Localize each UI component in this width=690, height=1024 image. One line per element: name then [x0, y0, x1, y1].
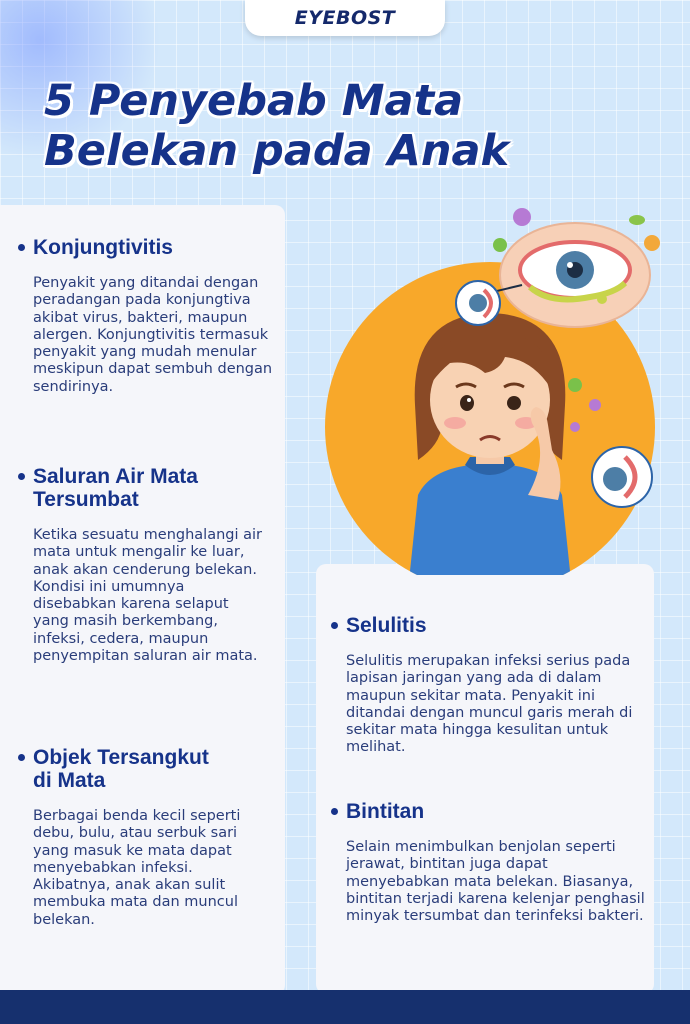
germ-icon: [629, 215, 645, 225]
germ-icon: [493, 238, 507, 252]
brand-logo-text: EYEBOST: [294, 7, 396, 29]
section-heading: Objek Tersangkut di Mata: [33, 746, 209, 792]
bullet-icon: [18, 754, 25, 761]
section-selulitis: [331, 614, 636, 757]
page-title: [44, 76, 664, 176]
section-konjungtivitis: [18, 236, 273, 396]
section-body: Selulitis merupakan infeksi serius pada lapisan jaringan yang ada di dalam maupun sekitar mata. Penyakit ini ditandai dengan muncul garis merah di sekitar mata hingga kesulitan untuk melihat.: [346, 653, 633, 756]
section-heading: Saluran Air Mata Tersumbat: [33, 465, 198, 511]
section-heading: Konjungtivitis: [33, 236, 173, 259]
germ-icon: [644, 235, 660, 251]
bullet-icon: [331, 808, 338, 815]
section-heading: Bintitan: [346, 800, 425, 823]
section-bintitan: [331, 800, 646, 925]
section-saluran-air-mata: [18, 465, 268, 665]
germ-icon: [589, 399, 601, 411]
section-body: Penyakit yang ditandai dengan peradangan pada konjungtiva akibat virus, bakteri, maupun alergen. Konjungtivitis termasuk penyakit yang mudah menular meskipun dapat sembuh dengan sendirinya.: [33, 275, 273, 395]
title-line-2: Belekan pada Anak: [44, 126, 510, 176]
germ-icon: [513, 208, 531, 226]
bullet-icon: [331, 622, 338, 629]
germ-icon: [570, 422, 580, 432]
section-objek-tersangkut: [18, 746, 241, 929]
child-eye-illustration: [300, 195, 690, 575]
section-body: Selain menimbulkan benjolan seperti jerawat, bintitan juga dapat menyebabkan mata belekan. Biasanya, bintitan terjadi karena kelenjar penghasil minyak tersumbat dan terinfeksi bakteri.: [346, 839, 645, 925]
section-body: Berbagai benda kecil seperti debu, bulu, atau serbuk sari yang masuk ke mata dapat menyebabkan infeksi. Akibatnya, anak akan sulit membuka mata dan muncul belekan.: [33, 808, 241, 928]
section-body: Ketika sesuatu menghalangi air mata untuk mengalir ke luar, anak akan cenderung belekan. Kondisi ini umumnya disebabkan karena selaput yang masih berkembang, infeksi, cedera, maupun penyempitan saluran air mata.: [33, 527, 262, 665]
brand-tab: [245, 0, 445, 36]
section-heading: Selulitis: [346, 614, 427, 637]
bullet-icon: [18, 473, 25, 480]
germ-icon: [568, 378, 582, 392]
footer-bar: [0, 990, 690, 1024]
title-line-1: 5 Penyebab Mata: [44, 76, 464, 126]
bullet-icon: [18, 244, 25, 251]
